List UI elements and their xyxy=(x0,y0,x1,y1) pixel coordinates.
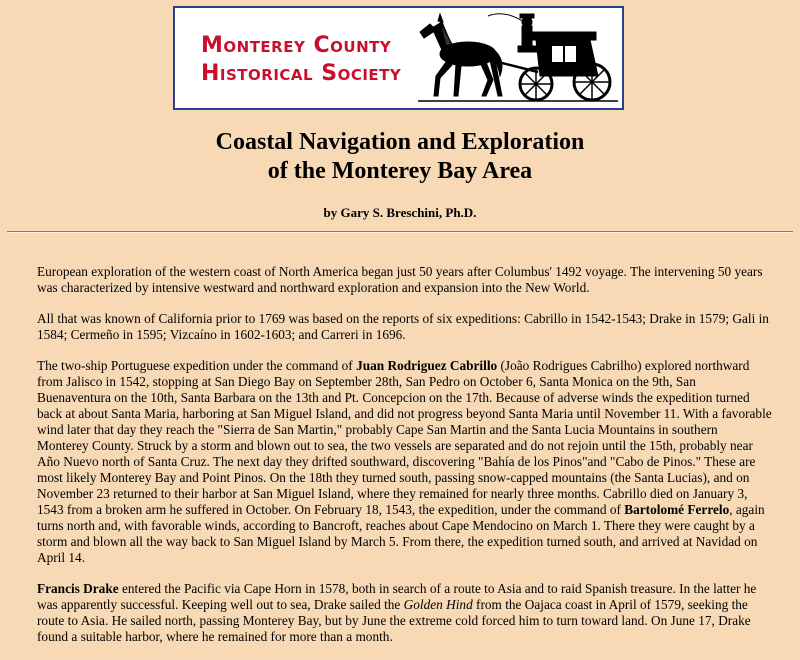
banner-title xyxy=(201,32,401,88)
banner-title-line1: Monterey County xyxy=(201,33,392,58)
paragraph-cabrillo-text-b: (João Rodrigues Cabrilho) explored northward from Jalisco in 1542, stopping at San Diego Bay on September 28th, San Pedro on October 6, Santa Monica on the 9th, San Buenaventura on the 10th, Santa Barbara on the 13th and Pt. Concepcion on the 17th. Because of adverse winds the expedition turned back at about Santa Maria, harboring at San Miguel Island, and did not progress beyond Santa Maria until November 11. With a favorable wind later that day they reach the "Sierra de San Martin," probably Cape San Martin and the Santa Lucia Mountains in southern Monterey County. Struck by a storm and blown out to sea, the two vessels are separated and do not rejoin until the 15th, probably near Año Nuevo north of Santa Cruz. The next day they drifted southward, discovering "Bahía de los Pinos"and "Cabo de Pinos." These are most likely Monterey Bay and Point Pinos. On the 18th they turned south, passing snow-capped mountains (the Santa Lucias), and on November 23 returned to their harbor at San Miguel Island, where they remained for nearly three months. Cabrillo died on January 3, 1543 from a broken arm he suffered in October. On February 18, 1543, the expedition, under the command of xyxy=(37,358,772,517)
article-body xyxy=(37,264,772,660)
horizontal-divider xyxy=(7,231,793,233)
author-byline: by Gary S. Breschini, Ph.D. xyxy=(323,205,477,220)
name-cabrillo: Juan Rodriguez Cabrillo xyxy=(356,358,498,373)
page-title xyxy=(0,128,800,186)
paragraph-drake-text-a: entered the Pacific via Cape Horn in 1578, both in search of a route to Asia and to raid Spanish treasure. In the latter he was apparently successful. Keeping well out to sea, Drake sailed the xyxy=(37,581,757,612)
name-drake: Francis Drake xyxy=(37,581,119,596)
paragraph-cabrillo xyxy=(37,358,772,566)
paragraph-drake xyxy=(37,581,772,645)
society-banner[interactable] xyxy=(173,6,624,110)
paragraph-cabrillo-text-a: The two-ship Portuguese expedition under the command of xyxy=(37,358,357,373)
banner-title-line2: Historical Society xyxy=(201,61,402,86)
page-title-line2: of the Monterey Bay Area xyxy=(267,158,533,184)
paragraph-intro: European exploration of the western coast of North America began just 50 years after Columbus' 1492 voyage. The intervening 50 years was characterized by intensive westward and northward exploration and expansion into the New World. xyxy=(37,264,763,295)
horse-and-carriage-illustration xyxy=(418,10,618,106)
name-ferrelo: Bartolomé Ferrelo xyxy=(624,502,730,517)
paragraph-drake-text-b: from the Oajaca coast in April of 1579, seeking the route to Asia. He sailed north, passing Monterey Bay, but by June the extreme cold forced him to turn toward land. On June 17, Drake found a suitable harbor, where he remained for more than a month. xyxy=(37,597,751,644)
ship-golden-hind: Golden Hind xyxy=(403,597,473,612)
page-title-line1: Coastal Navigation and Exploration xyxy=(215,129,585,155)
paragraph-cabrillo-text-c: , again turns north and, with favorable winds, according to Bancroft, reaches about Cape Mendocino on March 1. There they were caught by a storm and blown all the way back to San Miguel Island by March 5. From there, the expedition turned south, and arrived at Navidad on April 14. xyxy=(37,502,765,565)
paragraph-expeditions: All that was known of California prior to 1769 was based on the reports of six expeditions: Cabrillo in 1542-1543; Drake in 1579; Gali in 1584; Cermeño in 1595; Vizcaíno in 1602-1603; and Carreri in 1696. xyxy=(37,311,769,342)
